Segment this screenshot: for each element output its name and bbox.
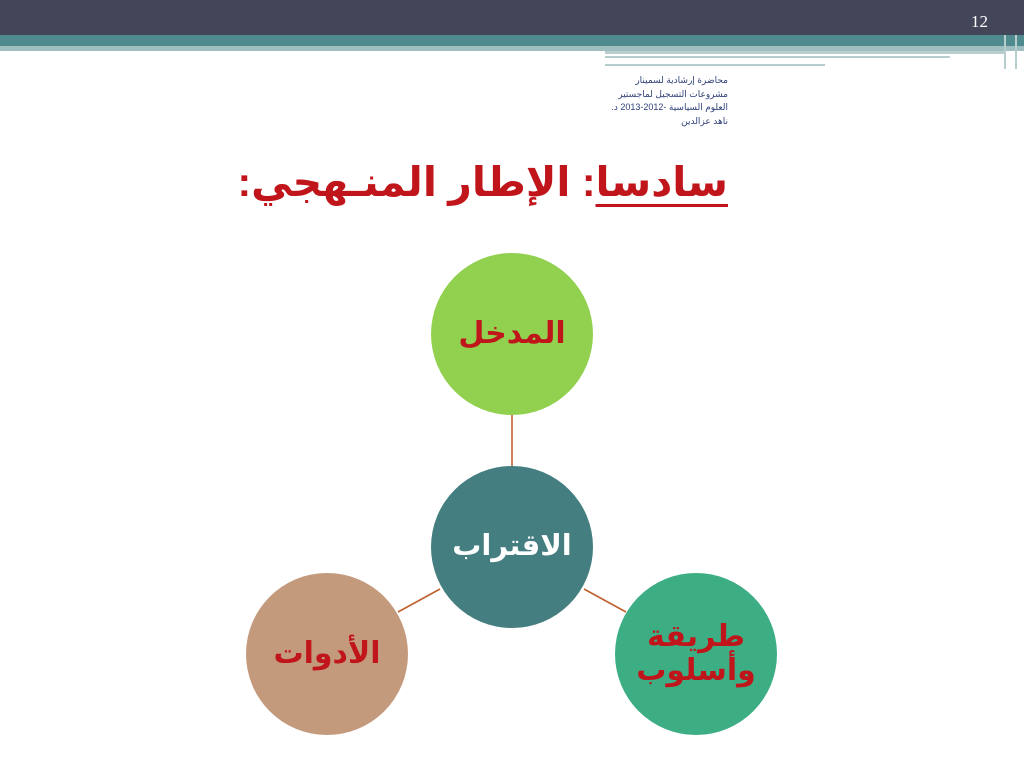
slide-title-underlined: سادسا (595, 159, 728, 205)
node-method-label-line1: طريقة (647, 619, 745, 653)
node-method (615, 573, 777, 735)
node-entry (431, 253, 593, 415)
node-approach-label: الاقتراب (452, 530, 572, 563)
node-tools (246, 573, 408, 735)
connector-right (584, 589, 626, 612)
header-note-line: مشروعات التسجيل لماجستير (618, 88, 728, 99)
node-method-label-line2: وأسلوب (636, 654, 756, 687)
node-entry-label: المدخل (458, 316, 566, 350)
node-approach (431, 466, 593, 628)
slide-title-rest: : الإطار المنـهجي: (237, 159, 596, 205)
header-note-line: محاضرة إرشادية لسمينار (635, 75, 728, 85)
connector-left (398, 589, 440, 612)
header-note-line: ناهد عزالدين (681, 115, 728, 126)
node-tools-label: الأدوات (273, 636, 381, 670)
header-note-line: العلوم السياسية -2012-2013 د. (611, 102, 728, 112)
page-number: 12 (971, 12, 988, 31)
